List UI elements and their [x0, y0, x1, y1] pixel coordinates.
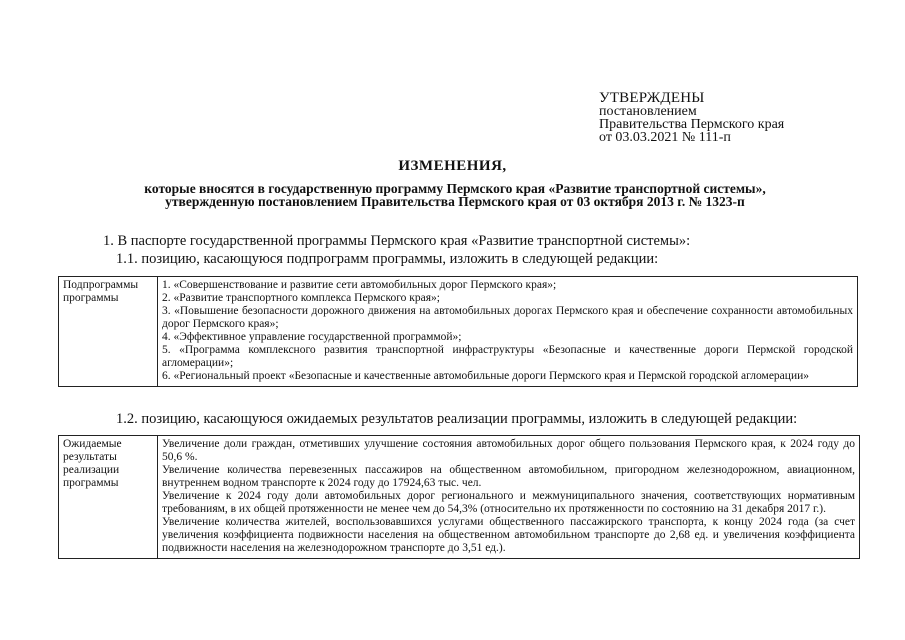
document-subtitle	[60, 182, 850, 208]
list-item: Увеличение количества перевезенных пассажиров на общественном автомобильном, пригородном железнодорожном, авиационном, внутреннем водном транспорте к 2024 году до 17924,63 тыс. чел.	[162, 464, 855, 489]
table-label-cell: Подпрограммы программы	[59, 277, 158, 387]
list-item: 1. «Совершенствование и развитие сети автомобильных дорог Пермского края»;	[162, 279, 557, 291]
list-item: Увеличение доли граждан, отметивших улучшение состояния автомобильных дорог общего пользования Пермского края, к 2024 году до 50,6 %.	[162, 438, 855, 463]
document-title: ИЗМЕНЕНИЯ,	[398, 158, 507, 174]
subprograms-table	[58, 276, 858, 387]
paragraph-1: 1. В паспорте государственной программы Пермского края «Развитие транспортной системы»:	[103, 233, 691, 249]
subtitle-line: утвержденную постановлением Правительства Пермского края от 03 октября 2013 г. № 1323-п	[165, 194, 745, 209]
list-item: 4. «Эффективное управление государственной программой»;	[162, 331, 462, 343]
list-item: 6. «Региональный проект «Безопасные и качественные автомобильные дороги Пермского края и Пермской городской агломерации»	[162, 370, 810, 382]
table-value-cell	[158, 436, 860, 559]
table-value-cell	[158, 277, 858, 387]
approval-stamp	[599, 92, 784, 144]
list-item: 5. «Программа комплексного развития транспортной инфраструктуры «Безопасные и качественные дороги Пермской городской агломерации»;	[162, 344, 853, 369]
subtitle-line: которые вносятся в государственную программу Пермского края «Развитие транспортной системы»,	[144, 181, 766, 196]
table-label-cell: Ожидаемые результаты реализации программы	[59, 436, 158, 559]
list-item: Увеличение к 2024 году доли автомобильных дорог регионального и межмуниципального значения, соответствующих нормативным требованиям, в их общей протяженности не менее чем до 54,3% (относительно их протяженности по состоянию на 31 декабря 2017 г.).	[162, 490, 855, 515]
paragraph-1-2: 1.2. позицию, касающуюся ожидаемых результатов реализации программы, изложить в следующей редакции:	[116, 411, 798, 427]
approval-line: от 03.03.2021 № 111-п	[599, 130, 731, 145]
table-row	[59, 277, 858, 387]
list-item: 2. «Развитие транспортного комплекса Пермского края»;	[162, 292, 440, 304]
expected-results-table	[58, 435, 860, 559]
approval-line: постановлением	[599, 104, 697, 119]
table-row	[59, 436, 860, 559]
list-item: Увеличение количества жителей, воспользовавшихся услугами общественного пассажирского транспорта, к концу 2024 года (за счет увеличения коэффициента подвижности населения на общественном автомобильном транспорте до 2,68 ед. и увеличения коэффициента подвижности населения на железнодорожном транспорте до 3,51 ед.).	[162, 516, 855, 554]
list-item: 3. «Повышение безопасности дорожного движения на автомобильных дорогах Пермского края и обеспечение сохранности автомобильных дорог Пермского края»;	[162, 305, 853, 330]
paragraph-1-1: 1.1. позицию, касающуюся подпрограмм программы, изложить в следующей редакции:	[116, 251, 659, 267]
approval-heading: УТВЕРЖДЕНЫ	[599, 90, 705, 106]
approval-line: Правительства Пермского края	[599, 117, 785, 132]
